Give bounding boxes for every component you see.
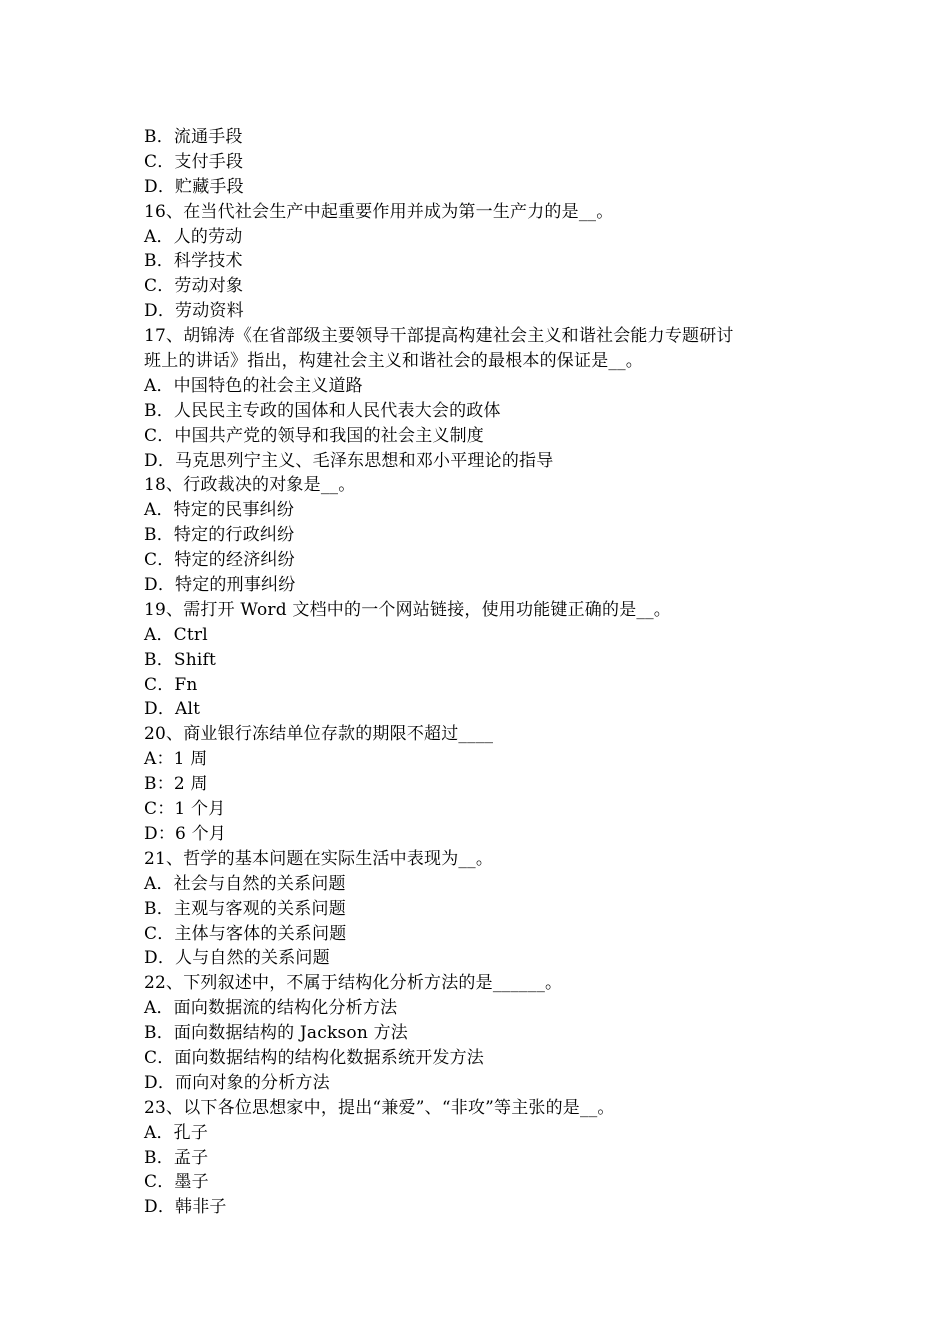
option-line: B．孟子 xyxy=(144,1147,209,1168)
question-21: 21、哲学的基本问题在实际生活中表现为__。 xyxy=(144,848,494,869)
option-line: A．社会与自然的关系问题 xyxy=(144,873,346,894)
option-line: A．人的劳动 xyxy=(144,226,243,247)
option-line: A．Ctrl xyxy=(144,624,208,645)
question-22: 22、下列叙述中，不属于结构化分析方法的是______。 xyxy=(144,973,563,994)
option-line: C．中国共产党的领导和我国的社会主义制度 xyxy=(144,425,485,446)
option-line: A：1 周 xyxy=(144,749,208,770)
question-16: 16、在当代社会生产中起重要作用并成为第一生产力的是__。 xyxy=(144,201,614,222)
option-line: B．流通手段 xyxy=(144,127,243,147)
option-line: D．人与自然的关系问题 xyxy=(144,948,330,969)
question-17-continued: 班上的讲话》指出，构建社会主义和谐社会的最根本的保证是__。 xyxy=(144,351,643,372)
option-line: A．中国特色的社会主义道路 xyxy=(144,375,363,396)
question-18: 18、行政裁决的对象是__。 xyxy=(144,475,356,496)
option-line: B．面向数据结构的 Jackson 方法 xyxy=(144,1023,408,1044)
option-line: D．Alt xyxy=(144,699,201,720)
option-line: D．而向对象的分析方法 xyxy=(144,1072,330,1093)
option-line: B．Shift xyxy=(144,649,217,670)
option-line: C．面向数据结构的结构化数据系统开发方法 xyxy=(144,1047,485,1068)
option-line: D．特定的刑事纠纷 xyxy=(144,575,296,596)
option-line: C．主体与客体的关系问题 xyxy=(144,923,347,944)
option-line: B．人民民主专政的国体和人民代表大会的政体 xyxy=(144,400,501,421)
option-line: D．韩非子 xyxy=(144,1197,227,1218)
option-line: C．支付手段 xyxy=(144,151,244,172)
option-line: A．面向数据流的结构化分析方法 xyxy=(144,998,398,1019)
question-17: 17、胡锦涛《在省部级主要领导干部提高构建社会主义和谐社会能力专题研讨 xyxy=(144,326,734,347)
document-body xyxy=(144,125,814,1220)
question-19: 19、需打开 Word 文档中的一个网站链接，使用功能键正确的是__。 xyxy=(144,599,672,620)
option-line: C．劳动对象 xyxy=(144,276,244,297)
option-line: A．孔子 xyxy=(144,1122,209,1143)
option-line: A．特定的民事纠纷 xyxy=(144,500,295,521)
option-line: C．特定的经济纠纷 xyxy=(144,550,295,571)
option-line: B．主观与客观的关系问题 xyxy=(144,898,346,919)
option-line: B．科学技术 xyxy=(144,251,243,272)
option-line: D．马克思列宁主义、毛泽东思想和邓小平理论的指导 xyxy=(144,450,554,471)
option-line: B．特定的行政纠纷 xyxy=(144,525,295,546)
option-line: D：6 个月 xyxy=(144,823,227,844)
option-line: C：1 个月 xyxy=(144,799,226,820)
option-line: D．劳动资料 xyxy=(144,301,244,322)
option-line: D．贮藏手段 xyxy=(144,176,244,197)
option-line: C．墨子 xyxy=(144,1172,209,1193)
question-23: 23、以下各位思想家中，提出“兼爱”、“非攻”等主张的是__。 xyxy=(144,1097,615,1118)
option-line: B：2 周 xyxy=(144,774,208,795)
question-20: 20、商业银行冻结单位存款的期限不超过____ xyxy=(144,724,494,745)
option-line: C．Fn xyxy=(144,674,198,695)
